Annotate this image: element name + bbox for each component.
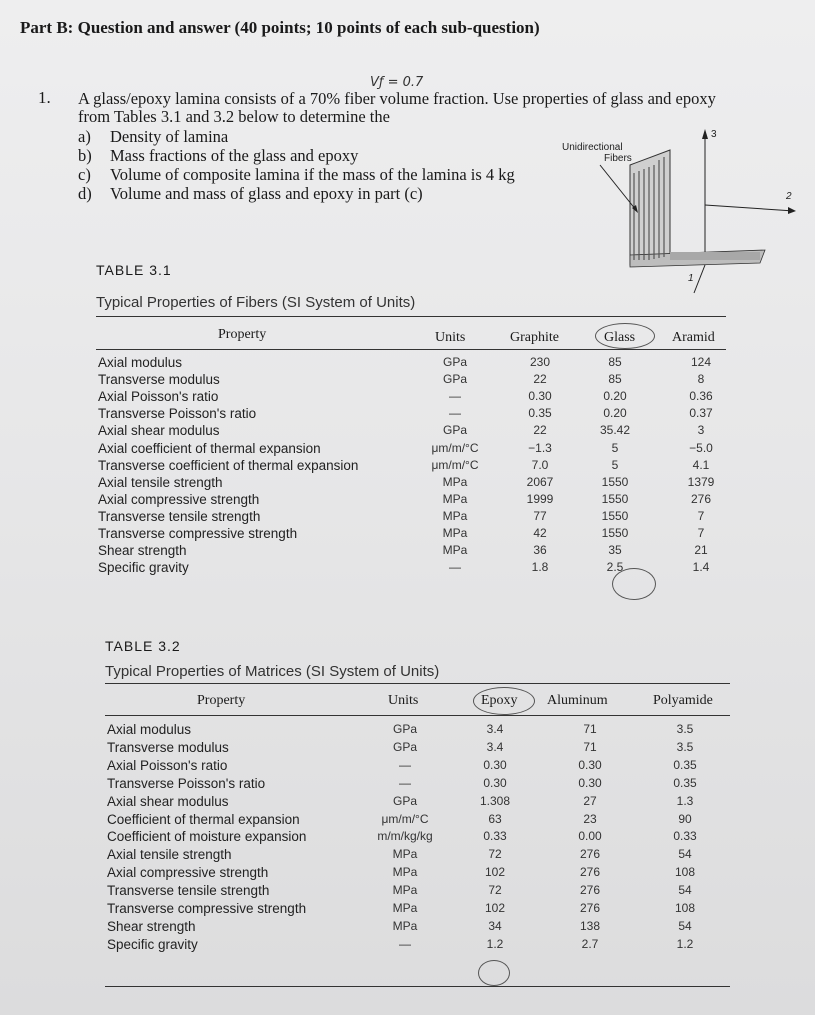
cell-units: MPa xyxy=(392,883,418,898)
cell-graphite: 7.0 xyxy=(531,457,549,472)
cell-polyamide: 0.33 xyxy=(673,829,697,844)
cell-property: Axial compressive strength xyxy=(98,491,260,507)
cell-property: Transverse Poisson's ratio xyxy=(107,775,266,791)
sub-label: a) xyxy=(78,127,91,146)
cell-units: MPa xyxy=(392,901,418,915)
cell-units: MPa xyxy=(442,543,468,558)
cell-property: Axial shear modulus xyxy=(98,423,220,439)
cell-graphite: 1.8 xyxy=(531,560,549,575)
cell-glass: 0.20 xyxy=(603,389,627,404)
cell-property: Transverse compressive strength xyxy=(107,901,307,916)
cell-units: GPa xyxy=(442,372,467,387)
cell-units: — xyxy=(449,389,461,404)
cell-aramid: −5.0 xyxy=(689,440,713,455)
table2-header-property: Property xyxy=(197,693,246,708)
cell-glass: 35 xyxy=(608,543,622,558)
cell-units: — xyxy=(449,406,461,421)
cell-units: MPa xyxy=(392,865,418,880)
cell-property: Axial tensile strength xyxy=(107,847,232,863)
table2-header-polyamide: Polyamide xyxy=(653,693,713,708)
axis-2-arrow xyxy=(788,207,796,214)
cell-epoxy: 0.33 xyxy=(483,829,507,844)
cell-aramid: 3 xyxy=(697,423,705,438)
cell-units: GPa xyxy=(442,423,467,438)
cell-glass: 1550 xyxy=(601,474,629,489)
table2-header-rule xyxy=(105,715,730,716)
cell-polyamide: 0.35 xyxy=(673,757,697,772)
cell-property: Axial coefficient of thermal expansion xyxy=(98,440,321,456)
cell-units: MPa xyxy=(442,491,468,506)
cell-property: Axial Poisson's ratio xyxy=(98,389,219,405)
cell-polyamide: 1.2 xyxy=(676,936,694,951)
cell-epoxy: 34 xyxy=(488,918,502,933)
cell-glass: 1550 xyxy=(601,508,629,523)
cell-aramid: 21 xyxy=(694,543,708,558)
cell-property: Transverse tensile strength xyxy=(98,508,261,524)
cell-property: Specific gravity xyxy=(98,560,189,576)
cell-property: Axial Poisson's ratio xyxy=(107,757,228,773)
cell-graphite: 2067 xyxy=(526,474,554,489)
cell-aluminum: 276 xyxy=(579,847,601,862)
cell-aramid: 0.36 xyxy=(689,389,713,404)
cell-units: GPa xyxy=(392,722,417,736)
cell-aluminum: 27 xyxy=(583,793,597,808)
cell-aluminum: 71 xyxy=(583,739,597,754)
cell-units: μm/m/°C xyxy=(431,457,479,472)
epoxy-sg-circle xyxy=(478,960,510,986)
axis-1-label: 1 xyxy=(688,273,694,284)
cell-property: Axial modulus xyxy=(107,722,192,737)
cell-polyamide: 54 xyxy=(678,918,692,933)
table1-subtitle: Typical Properties of Fibers (SI System of Units) xyxy=(96,294,416,311)
sub-text: Volume and mass of glass and epoxy in part (c) xyxy=(110,184,423,203)
cell-units: GPa xyxy=(392,739,417,754)
axis-2-label: 2 xyxy=(786,191,792,202)
diagram-label-2: Fibers xyxy=(604,153,632,164)
cell-polyamide: 108 xyxy=(674,865,696,880)
cell-aluminum: 276 xyxy=(579,883,601,898)
cell-epoxy: 63 xyxy=(488,811,502,826)
sub-text: Volume of composite lamina if the mass of the lamina is 4 kg xyxy=(110,165,515,184)
cell-graphite: 36 xyxy=(533,543,547,558)
cell-units: MPa xyxy=(442,508,468,523)
table1-header-graphite: Graphite xyxy=(510,330,559,345)
cell-aluminum: 2.7 xyxy=(581,936,599,951)
table1-header-rule xyxy=(96,349,726,350)
table2-header-epoxy: Epoxy xyxy=(481,693,518,708)
sub-label: d) xyxy=(78,184,92,203)
cell-property: Coefficient of thermal expansion xyxy=(107,811,300,827)
epoxy-header-circle xyxy=(473,687,535,715)
cell-property: Coefficient of moisture expansion xyxy=(107,829,307,845)
cell-property: Transverse compressive strength xyxy=(98,526,298,541)
cell-aramid: 276 xyxy=(690,491,712,506)
cell-units: MPa xyxy=(392,918,418,933)
cell-aramid: 1379 xyxy=(687,474,715,489)
cell-glass: 85 xyxy=(608,355,622,369)
cell-property: Transverse Poisson's ratio xyxy=(98,406,257,422)
table1-header-property: Property xyxy=(218,327,267,342)
cell-units: — xyxy=(399,936,411,951)
cell-graphite: 42 xyxy=(533,526,547,540)
cell-property: Axial modulus xyxy=(98,355,183,370)
cell-graphite: 0.30 xyxy=(528,389,552,404)
axis-1-line xyxy=(694,265,705,293)
cell-epoxy: 72 xyxy=(488,847,502,862)
cell-aramid: 8 xyxy=(697,372,705,387)
cell-glass: 1550 xyxy=(601,491,629,506)
cell-aramid: 7 xyxy=(697,508,705,523)
cell-aluminum: 276 xyxy=(579,865,601,880)
cell-graphite: 1999 xyxy=(526,491,554,506)
cell-aluminum: 276 xyxy=(579,901,601,915)
cell-epoxy: 3.4 xyxy=(486,722,504,736)
axis-2-line xyxy=(705,205,794,211)
cell-property: Axial compressive strength xyxy=(107,865,269,881)
axis-3-arrow xyxy=(702,129,708,139)
cell-aramid: 0.37 xyxy=(689,406,713,421)
cell-polyamide: 3.5 xyxy=(676,739,694,754)
specific-gravity-circle xyxy=(612,568,656,600)
sub-question-b xyxy=(78,146,358,166)
cell-aluminum: 0.30 xyxy=(578,757,602,772)
cell-aluminum: 0.00 xyxy=(578,829,602,844)
cell-polyamide: 108 xyxy=(674,901,696,915)
cell-graphite: 77 xyxy=(533,508,547,523)
lamina-diagram xyxy=(560,115,800,295)
table2-title: TABLE 3.2 xyxy=(105,638,181,654)
cell-units: — xyxy=(449,560,461,575)
table1-header-units: Units xyxy=(435,330,466,345)
cell-aluminum: 23 xyxy=(583,811,597,826)
fiber-lines xyxy=(634,157,664,260)
handwritten-note: Vƒ = 0.7 xyxy=(370,75,424,90)
cell-units: μm/m/°C xyxy=(381,811,429,826)
question-number: 1. xyxy=(38,88,51,107)
cell-aramid: 4.1 xyxy=(692,457,710,472)
cell-property: Transverse tensile strength xyxy=(107,883,270,899)
table2-header-aluminum: Aluminum xyxy=(547,693,608,708)
glass-header-circle xyxy=(595,323,655,349)
fiber-ends xyxy=(670,252,760,260)
cell-units: MPa xyxy=(442,526,468,540)
cell-glass: 5 xyxy=(611,440,619,455)
cell-units: — xyxy=(399,757,411,772)
sub-question-c xyxy=(78,165,515,185)
cell-polyamide: 54 xyxy=(678,847,692,862)
cell-property: Specific gravity xyxy=(107,936,198,952)
question-text: A glass/epoxy lamina consists of a 70% fiber volume fraction. Use properties of glass and epoxy from Tables 3.1 and 3.2 below to determine the xyxy=(78,89,716,126)
cell-glass: 0.20 xyxy=(603,406,627,421)
cell-polyamide: 1.3 xyxy=(676,793,694,808)
table2-subtitle: Typical Properties of Matrices (SI System of Units) xyxy=(105,663,440,680)
cell-aluminum: 138 xyxy=(579,918,601,933)
cell-polyamide: 0.35 xyxy=(673,775,697,790)
table2-bottom-rule xyxy=(105,986,730,987)
cell-glass: 35.42 xyxy=(599,423,631,438)
cell-graphite: 22 xyxy=(533,423,547,438)
cell-epoxy: 0.30 xyxy=(483,757,507,772)
sub-text: Mass fractions of the glass and epoxy xyxy=(110,146,359,165)
section-header: Part B: Question and answer (40 points; 10 points of each sub-question) xyxy=(20,18,540,37)
cell-property: Transverse coefficient of thermal expansion xyxy=(98,457,359,473)
cell-polyamide: 54 xyxy=(678,883,692,898)
cell-units: MPa xyxy=(442,474,468,489)
cell-property: Transverse modulus xyxy=(98,372,220,388)
cell-graphite: 22 xyxy=(533,372,547,387)
table1-title: TABLE 3.1 xyxy=(96,262,172,278)
cell-epoxy: 0.30 xyxy=(483,775,507,790)
sub-label: c) xyxy=(78,165,91,184)
cell-units: MPa xyxy=(392,847,418,862)
sub-text: Density of lamina xyxy=(110,127,229,146)
sub-label: b) xyxy=(78,146,92,165)
table2-top-rule xyxy=(105,683,730,684)
table1-top-rule xyxy=(96,316,726,317)
cell-epoxy: 102 xyxy=(484,865,506,880)
table1-header-aramid: Aramid xyxy=(672,330,715,345)
cell-units: GPa xyxy=(442,355,467,369)
cell-epoxy: 1.2 xyxy=(486,936,504,951)
cell-epoxy: 3.4 xyxy=(486,739,504,754)
cell-units: m/m/kg/kg xyxy=(377,829,433,844)
cell-aluminum: 71 xyxy=(583,722,597,736)
cell-aluminum: 0.30 xyxy=(578,775,602,790)
sub-question-a xyxy=(78,127,228,147)
cell-aramid: 1.4 xyxy=(692,560,710,575)
table1-header-glass: Glass xyxy=(604,330,636,345)
diagram-label: Unidirectional xyxy=(562,142,623,153)
cell-property: Shear strength xyxy=(98,543,187,559)
cell-graphite: 0.35 xyxy=(528,406,552,421)
cell-polyamide: 3.5 xyxy=(676,722,694,736)
cell-glass: 2.5 xyxy=(606,560,624,575)
cell-aramid: 7 xyxy=(697,526,705,540)
cell-property: Axial shear modulus xyxy=(107,793,229,809)
cell-epoxy: 102 xyxy=(484,901,506,915)
cell-graphite: 230 xyxy=(529,355,551,369)
table2-header-units: Units xyxy=(388,693,419,708)
cell-epoxy: 1.308 xyxy=(479,793,511,808)
cell-property: Axial tensile strength xyxy=(98,474,223,490)
cell-units: GPa xyxy=(392,793,417,808)
cell-property: Shear strength xyxy=(107,918,196,934)
cell-glass: 5 xyxy=(611,457,619,472)
cell-units: — xyxy=(399,775,411,790)
cell-property: Transverse modulus xyxy=(107,739,229,755)
cell-graphite: −1.3 xyxy=(528,440,552,455)
cell-aramid: 124 xyxy=(690,355,712,369)
cell-epoxy: 72 xyxy=(488,883,502,898)
cell-polyamide: 90 xyxy=(678,811,692,826)
cell-units: μm/m/°C xyxy=(431,440,479,455)
axis-3-label: 3 xyxy=(711,129,717,140)
cell-glass: 1550 xyxy=(601,526,629,540)
sub-question-d xyxy=(78,184,423,204)
cell-glass: 85 xyxy=(608,372,622,387)
